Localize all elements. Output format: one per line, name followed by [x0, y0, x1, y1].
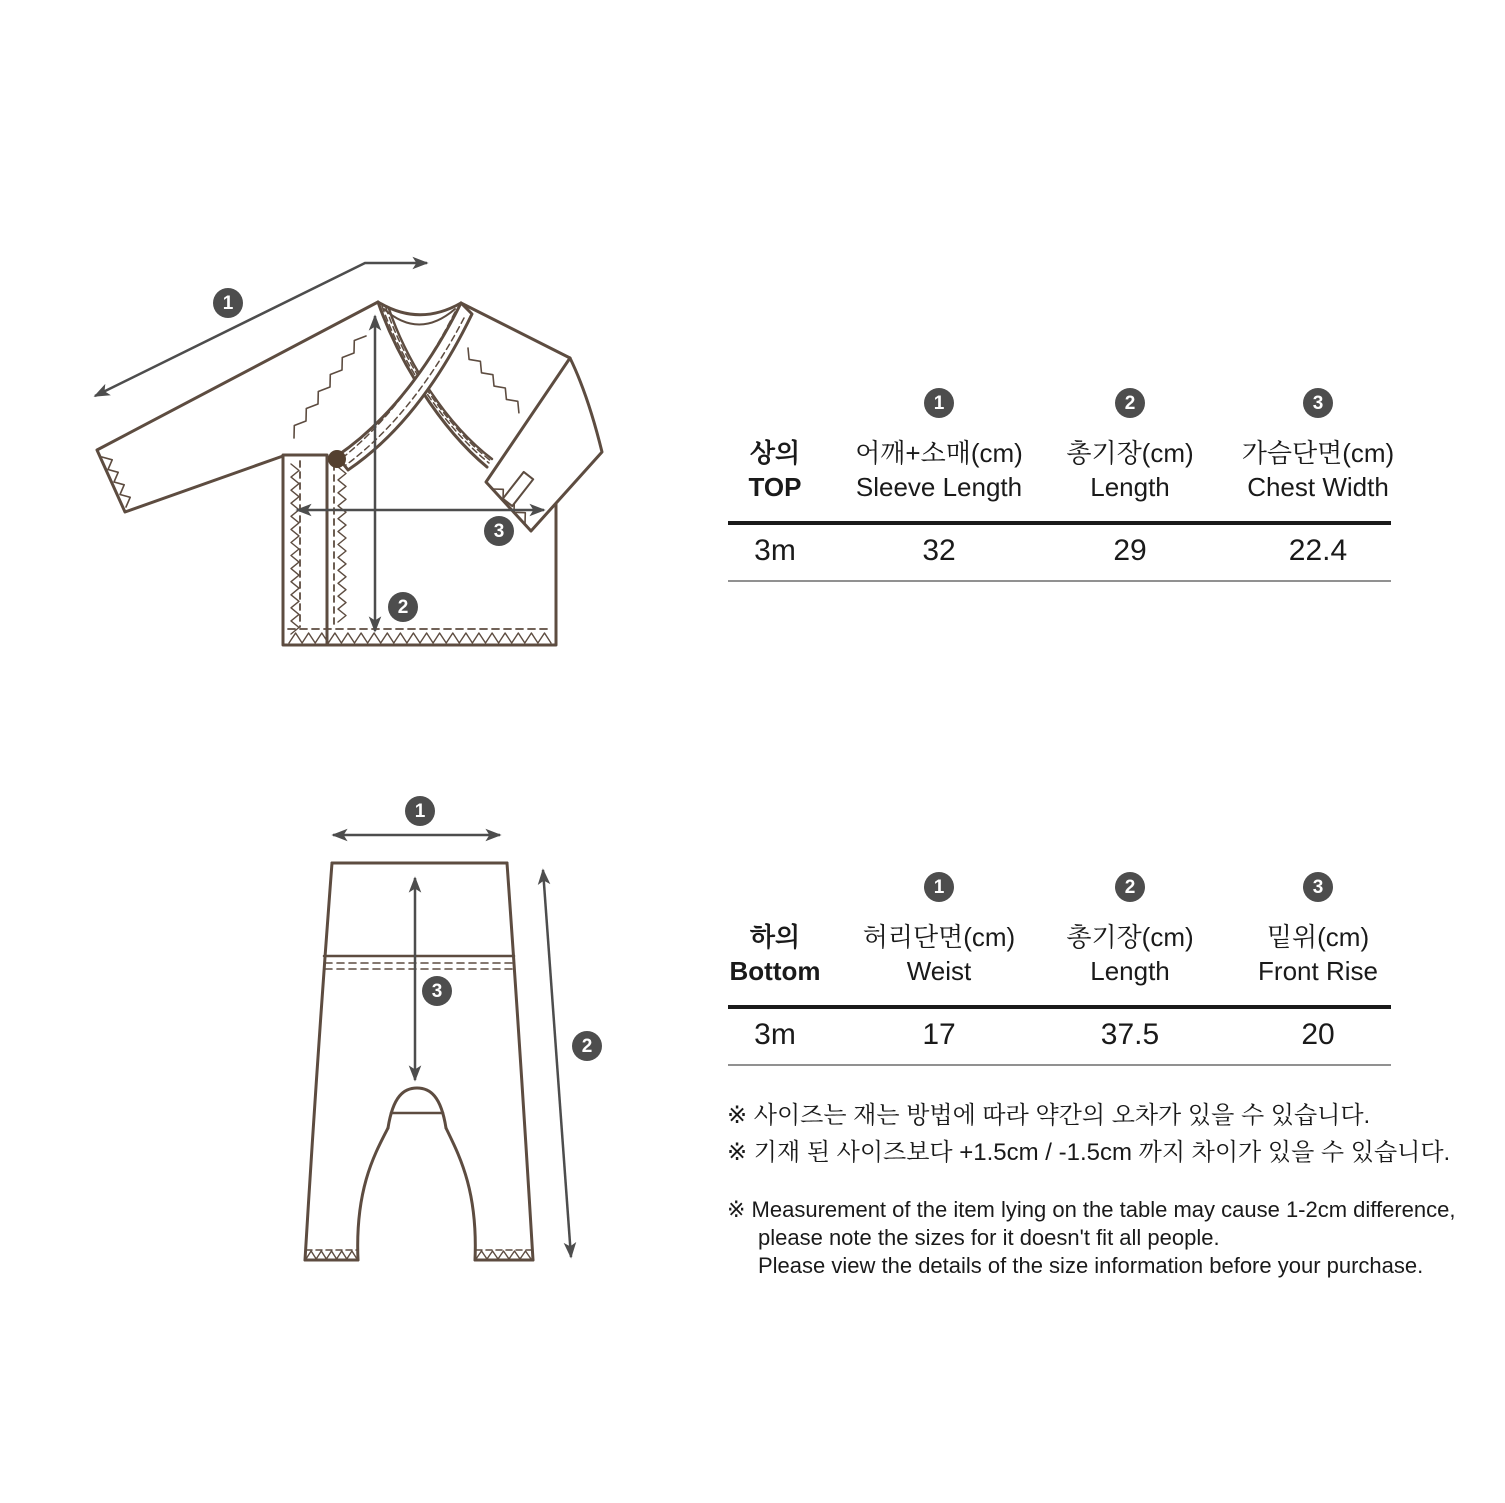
bottom-table-badge-2: 2 [1115, 872, 1145, 902]
bottom-diagram-badge-2: 2 [572, 1031, 602, 1061]
top-table-col3-kr: 가슴단면(cm) [1241, 438, 1395, 468]
bottom-table-divider-thin [728, 1064, 1391, 1066]
top-table-col3-en: Chest Width [1247, 472, 1389, 502]
top-diagram-badge-2: 2 [388, 592, 418, 622]
note-en-line3: Please view the details of the size information before your purchase. [758, 1253, 1424, 1278]
bottom-table-col2-kr: 총기장(cm) [1066, 922, 1194, 952]
bottom-size-table [728, 872, 1391, 1068]
bottom-table-value-waist: 17 [922, 1018, 956, 1051]
top-table-col1-kr: 어깨+소매(cm) [855, 438, 1023, 468]
bottom-table-value-length: 37.5 [1100, 1018, 1160, 1051]
bottom-table-row-header-en: Bottom [729, 956, 821, 986]
top-size-table [728, 388, 1395, 584]
notes-korean [727, 1097, 1450, 1171]
top-garment-diagram [97, 302, 602, 645]
pants-waistband-seam [324, 956, 514, 969]
pants-outline [305, 863, 533, 1260]
bottom-table-badge-1: 1 [924, 872, 954, 902]
bottom-table-col1-en: Weist [906, 956, 972, 986]
top-diagram-badge-3: 3 [484, 516, 514, 546]
top-table-col2-en: Length [1090, 472, 1170, 502]
bottom-table-row-header-kr: 하의 [749, 922, 801, 952]
top-table-value-length: 29 [1113, 534, 1147, 567]
top-diagram-badge-1: 1 [213, 288, 243, 318]
bottom-table-col2-en: Length [1090, 956, 1170, 986]
top-left-raglan-stitch [294, 336, 366, 438]
top-table-badge-3: 3 [1303, 388, 1333, 418]
bottom-arrow-length [543, 870, 571, 1257]
top-table-badge-1: 1 [924, 388, 954, 418]
top-left-sleeve [97, 302, 378, 512]
top-table-row-header-en: TOP [748, 472, 802, 502]
top-table-divider-thick [728, 521, 1391, 525]
top-table-size-label: 3m [754, 534, 796, 567]
note-kr-line1: ※ 사이즈는 재는 방법에 따라 약간의 오차가 있을 수 있습니다. [727, 1102, 1371, 1129]
bottom-diagram-badge-1: 1 [405, 796, 435, 826]
bottom-diagram-badge-3: 3 [422, 976, 452, 1006]
bottom-table-col3-kr: 밑위(cm) [1266, 922, 1370, 952]
bottom-table-divider-thick [728, 1005, 1391, 1009]
top-table-value-sleeve: 32 [922, 534, 956, 567]
top-table-divider-thin [728, 580, 1391, 582]
bottom-table-col3-en: Front Rise [1258, 956, 1378, 986]
bottom-garment-diagram [305, 863, 533, 1260]
top-arrow-sleeve-length [95, 263, 427, 396]
note-en-line1: ※ Measurement of the item lying on the table may cause 1-2cm difference, [727, 1197, 1456, 1222]
snap-button [328, 450, 346, 468]
note-en-line2: please note the sizes for it doesn't fit all people. [758, 1225, 1220, 1250]
note-kr-line2: ※ 기재 된 사이즈보다 +1.5cm / -1.5cm 까지 차이가 있을 수 있습니다. [727, 1139, 1451, 1166]
top-table-col1-en: Sleeve Length [855, 472, 1023, 502]
bottom-table-col1-kr: 허리단면(cm) [862, 922, 1016, 952]
top-right-raglan-stitch [468, 348, 519, 413]
top-collar-outer-band [337, 303, 472, 470]
top-table-row-header-kr: 상의 [749, 438, 801, 468]
top-right-sleeve [461, 303, 602, 531]
top-table-col2-kr: 총기장(cm) [1066, 438, 1194, 468]
top-table-badge-2: 2 [1115, 388, 1145, 418]
bottom-measure-arrows [333, 835, 571, 1257]
pants-cuff-stitches [306, 1250, 532, 1259]
notes-english [727, 1196, 1456, 1280]
bottom-table-badge-3: 3 [1303, 872, 1333, 902]
top-table-value-chest: 22.4 [1288, 534, 1348, 567]
top-collar-inner-band [378, 302, 492, 467]
bottom-table-size-label: 3m [754, 1018, 796, 1051]
bottom-table-value-rise: 20 [1301, 1018, 1335, 1051]
